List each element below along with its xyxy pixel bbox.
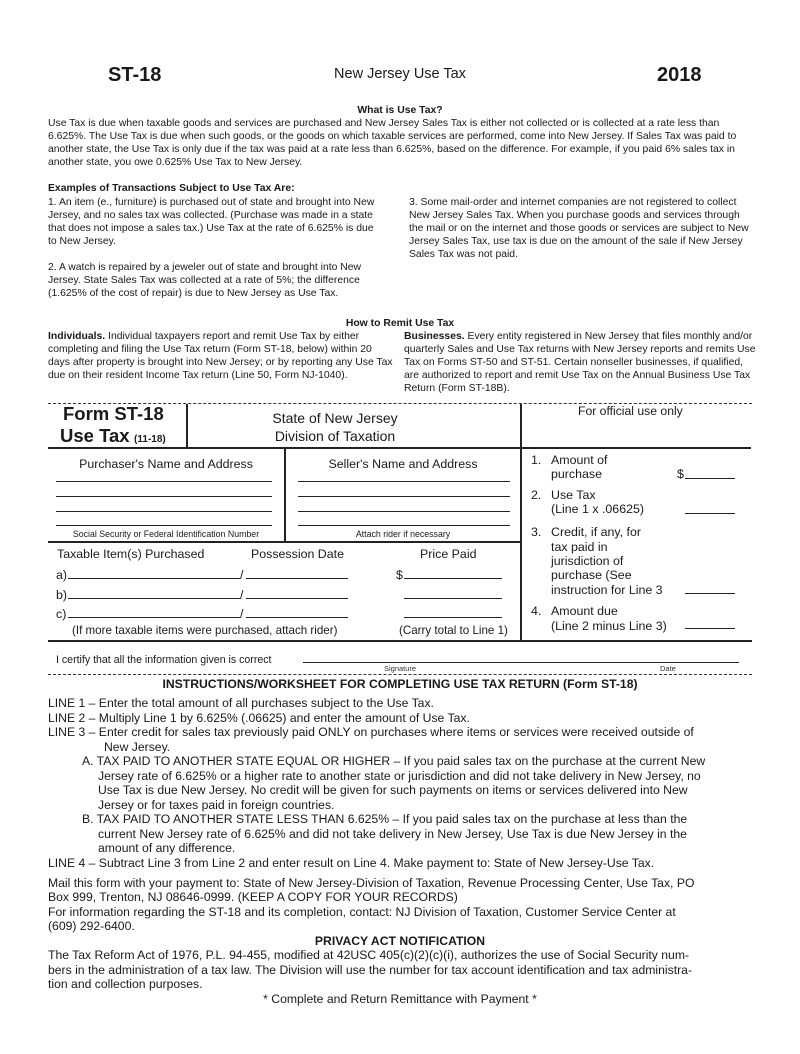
purchaser-line-2[interactable] [56,496,272,497]
purchaser-line-1[interactable] [56,481,272,482]
row-c-slash: / [240,607,244,621]
division-name: Division of Taxation [274,428,396,444]
individuals-label: Individuals. [48,331,106,342]
date-label: Date [660,664,676,673]
instr-b-2: current New Jersey rate of 6.625% and did not take delivery in New Jersey, Use Tax is due New Jersey in the [98,827,687,841]
form-official-rule [520,447,751,449]
instr-a-1: A. TAX PAID TO ANOTHER STATE EQUAL OR HIGHER – If you paid sales tax on the purchase at the current New [82,754,706,768]
line3-label-c: jurisdiction of [551,554,624,568]
form-header-divider [186,404,188,448]
row-b-date[interactable] [246,598,348,599]
line2-number: 2. [531,488,542,502]
line3-label-a: Credit, if any, for [551,525,641,539]
line3-label-e: instruction for Line 3 [551,583,663,597]
line2-input[interactable] [685,513,735,514]
line1-dollar: $ [677,467,684,481]
certify-text: I certify that all the information given is correct [56,654,272,666]
row-c-date[interactable] [246,617,348,618]
line2-label-a: Use Tax [551,488,596,502]
line2-label-b: (Line 1 x .06625) [551,502,644,516]
purchaser-label: Purchaser's Name and Address [79,457,253,471]
example-1: 1. An item (e., furniture) is purchased out of state and brought into New Jersey, and no sales tax was collected. (Purchase was made in a state that does not impose a sales tax.) Use Tax at the rate of 6.625% is due to New Jersey. [48,197,375,248]
instructions-heading: INSTRUCTIONS/WORKSHEET FOR COMPLETING USE TAX RETURN (Form ST-18) [162,677,638,691]
instr-b-3: amount of any difference. [98,841,236,855]
row-c-item[interactable] [68,617,240,618]
signature-label: Signature [384,664,417,673]
individuals-paragraph [48,330,396,382]
form-right-divider [520,404,522,641]
info-line-2: (609) 292-6400. [48,919,135,933]
row-a-slash: / [240,568,244,582]
line1-label-b: purchase [551,467,602,481]
line3-input[interactable] [685,593,735,594]
seller-line-2[interactable] [298,496,510,497]
col-date-header: Possession Date [251,547,344,561]
instr-a-3: Use Tax is due New Jersey. No credit will be given for such payments on items or services delivered into New [98,783,688,797]
line1-label-a: Amount of [551,453,608,467]
official-use-label: For official use only [578,404,683,418]
examples-heading: Examples of Transactions Subject to Use Tax Are: [48,183,295,194]
line1-number: 1. [531,453,542,467]
seller-line-1[interactable] [298,481,510,482]
individuals-text: Individual taxpayers report and remit Use Tax by either completing and filing the Use Tax return (Form ST-18, below) within 20 days after property is brought into New Jersey; or by reporting any Use Tax due on their resident Income Tax return (Line 50, Form NJ-1040). [48,331,393,382]
carry-note: (Carry total to Line 1) [399,624,508,637]
instr-a-2: Jersey rate of 6.625% or a higher rate to another state or jurisdiction and did not take delivery in New Jersey, no [98,769,701,783]
instr-line3-b: New Jersey. [104,740,171,754]
state-name: State of New Jersey [272,410,398,426]
info-line-1: For information regarding the ST-18 and its completion, contact: NJ Division of Taxation, Customer Service Center at [48,905,676,919]
line4-number: 4. [531,604,542,618]
form-revision: (11-18) [134,434,166,445]
instr-b-1: B. TAX PAID TO ANOTHER STATE LESS THAN 6.625% – If you paid sales tax on the purchase at less than the [82,812,688,826]
line4-label-b: (Line 2 minus Line 3) [551,619,667,633]
privacy-line-2: bers in the administration of a tax law. The Division will use the number for tax account identification and tax administra- [48,963,693,977]
seller-line-3[interactable] [298,511,510,512]
row-b-slash: / [240,588,244,602]
page-title: New Jersey Use Tax [334,66,466,82]
example-2: 2. A watch is repaired by a jeweler out of state and brought into New Jersey. State Sales Tax was collected at a rate of 5%; the difference (1.625% of the cost of repair) is due to New Jersey as Use Tax. [48,262,362,300]
row-b-price[interactable] [404,598,502,599]
instr-line2: LINE 2 – Multiply Line 1 by 6.625% (.06625) and enter the amount of Use Tax. [48,711,470,725]
businesses-paragraph [404,330,756,395]
row-a-label: a) [56,568,68,582]
what-is-body: Use Tax is due when taxable goods and services are purchased and New Jersey Sales Tax is either not collected or is collected at a rate less than 6.625%. The Use Tax is due when such goods, or the goods on which taxable services are performed, come into New Jersey. If Sales Tax was paid to another state, the Use Tax is only due if the tax was paid at a rate less than 6.625%, based on the difference. For example, if you paid 6% sales tax in another state, you owe 0.625% Use Tax to New Jersey. [48,118,737,169]
signature-line[interactable] [303,662,739,663]
line3-label-b: tax paid in [551,540,608,554]
example-3: 3. Some mail-order and internet companies are not registered to collect New Jersey Sales Tax. When you purchase goods and services through the mail or on the internet and those goods or services are subject to New Jersey Sales Tax, use tax is due on the amount of the sale if New Jersey Sales Tax was not paid. [409,197,749,261]
rider-label: Attach rider if necessary [355,529,451,539]
line4-input[interactable] [685,628,735,629]
mail-line-2: Box 999, Trenton, NJ 08646-0999. (KEEP A COPY FOR YOUR RECORDS) [48,890,458,904]
form-cut-line-bottom [48,674,752,675]
row-c-price[interactable] [404,617,502,618]
line3-number: 3. [531,525,542,539]
row-b-label: b) [56,588,68,602]
businesses-text: Every entity registered in New Jersey that files monthly and/or quarterly Sales and Use Tax returns with New Jersey reports and remits Use Tax on Forms ST-50 and ST-51. Certain nonseller businesses, if qualified, are authorized to report and remit Use Tax on the Annual Business Use Tax Return (Form ST-18B). [404,331,756,395]
privacy-heading: PRIVACY ACT NOTIFICATION [314,934,486,948]
col-price-header: Price Paid [420,547,477,561]
mail-line-1: Mail this form with your payment to: State of New Jersey-Division of Taxation, Revenue Processing Center, Use Tax, PO [48,876,695,890]
row-c-label: c) [56,607,67,621]
form-name: Form ST-18 [63,403,164,424]
line4-label-a: Amount due [551,604,618,618]
row-b-item[interactable] [68,598,240,599]
seller-line-4[interactable] [298,525,510,526]
more-items-note: (If more taxable items were purchased, attach rider) [72,624,338,637]
form-name-use-tax: Use Tax [60,425,130,446]
businesses-label: Businesses. [404,331,465,342]
line3-label-d: purchase (See [551,568,632,582]
ssn-label: Social Security or Federal Identification Number [72,529,260,539]
instr-line3-a: LINE 3 – Enter credit for sales tax previously paid ONLY on purchases where items or services were received outside of [48,725,694,739]
instr-a-4: Jersey or for taxes paid in foreign countries. [98,798,335,812]
row-a-dollar: $ [396,568,403,582]
privacy-line-1: The Tax Reform Act of 1976, P.L. 94-455, modified at 42USC 405(c)(2)(c)(i), authorizes the use of Social Security num- [48,948,690,962]
form-bottom-rule [48,640,752,642]
form-code: ST-18 [108,64,162,86]
seller-label: Seller's Name and Address [328,457,478,471]
footer-note: * Complete and Return Remittance with Payment * [263,992,537,1006]
row-a-item[interactable] [68,578,240,579]
instr-line4: LINE 4 – Subtract Line 3 from Line 2 and enter result on Line 4. Make payment to: State of New Jersey-Use Tax. [48,856,655,870]
instr-line1: LINE 1 – Enter the total amount of all purchases subject to the Use Tax. [48,696,434,710]
row-a-date[interactable] [246,578,348,579]
row-a-price[interactable] [404,578,502,579]
how-to-heading: How to Remit Use Tax [345,318,455,329]
form-year: 2018 [657,64,702,86]
ssn-line[interactable] [56,525,272,526]
line1-input[interactable] [685,478,735,479]
items-top-rule [48,541,520,543]
form-name-line2 [60,425,166,447]
privacy-line-3: tion and collection purposes. [48,977,203,991]
col-items-header: Taxable Item(s) Purchased [57,547,205,561]
purchaser-line-3[interactable] [56,511,272,512]
what-is-heading: What is Use Tax? [357,105,443,116]
